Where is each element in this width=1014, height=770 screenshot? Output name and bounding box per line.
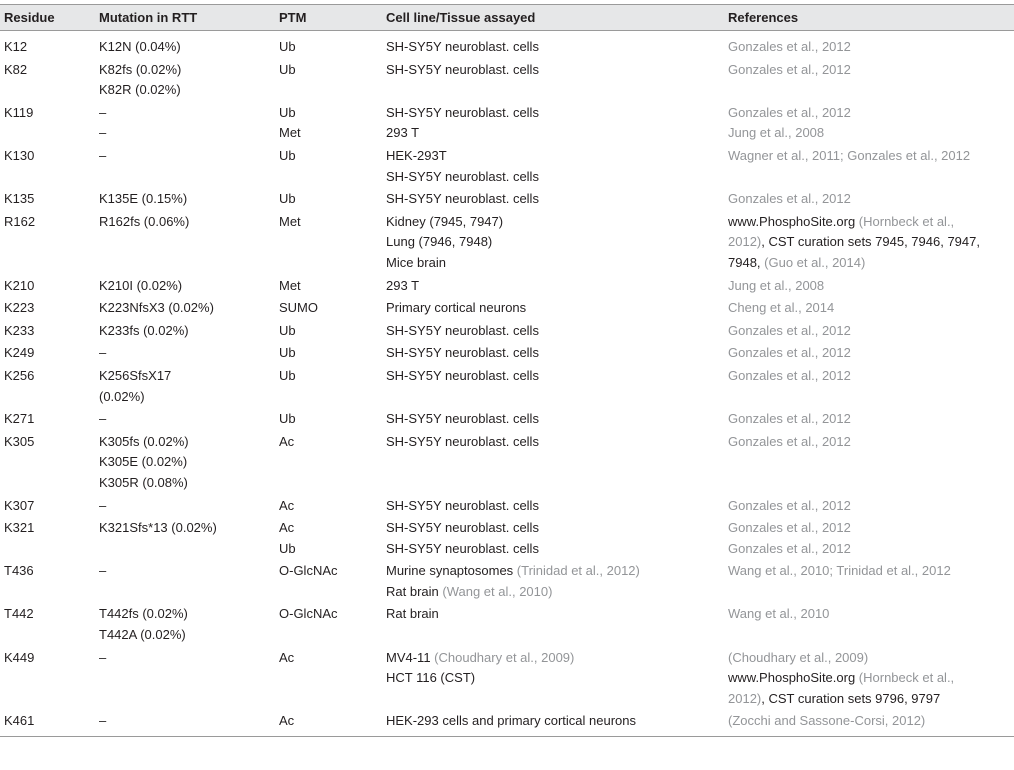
- ptm-text: Ac: [279, 649, 295, 665]
- citation-link: Wang et al., 2010: [728, 606, 830, 622]
- mutation-cell: [99, 146, 269, 167]
- reference-cell: [728, 321, 1012, 342]
- citation-link: (Hornbeck et al.,: [858, 670, 955, 686]
- ptm-text: Ub: [279, 322, 296, 338]
- ptm-cell: [279, 711, 379, 732]
- residue-text: T442: [4, 606, 34, 622]
- cell-line-cell: [386, 212, 716, 274]
- mutation-text: –: [99, 497, 107, 513]
- mutation-text: K233fs (0.02%): [99, 322, 189, 338]
- ptm-cell: [279, 146, 379, 167]
- cell-line-text: Primary cortical neurons: [386, 300, 527, 316]
- cell-line-text-line: [386, 321, 716, 342]
- residue-text: K305: [4, 433, 35, 449]
- citation-link: (Hornbeck et al.,: [858, 213, 955, 229]
- reference-cell: [728, 518, 1012, 559]
- reference-cell: [728, 276, 1012, 297]
- residue-cell: [4, 432, 86, 453]
- cell-line-text: MV4-11: [386, 649, 435, 665]
- header-ptm: PTM: [279, 10, 307, 25]
- cell-line-text-line: [386, 668, 716, 689]
- cell-line-text: HCT 116 (CST): [386, 670, 476, 686]
- residue-cell: [4, 321, 86, 342]
- citation-link: (Zocchi and Sassone-Corsi, 2012): [728, 713, 926, 729]
- ptm-cell: [279, 276, 379, 297]
- reference-cell: [728, 60, 1012, 81]
- reference-cell: [728, 561, 1012, 582]
- residue-text: T436: [4, 563, 34, 579]
- citation-link: Jung et al., 2008: [728, 277, 825, 293]
- reference-text-line: [728, 343, 1012, 364]
- table-row: [0, 518, 1014, 561]
- table-row: [0, 711, 1014, 734]
- residue-cell: [4, 343, 86, 364]
- table-row: [0, 343, 1014, 366]
- cell-line-text-line: [386, 146, 716, 167]
- residue-cell: [4, 648, 86, 669]
- ptm-text: Ac: [279, 433, 295, 449]
- citation-link: 2012): [728, 690, 762, 706]
- reference-text-line: [728, 432, 1012, 453]
- mutation-text: (0.02%): [99, 388, 145, 404]
- residue-cell: [4, 409, 86, 430]
- reference-text-line: [728, 212, 1012, 233]
- mutation-text: –: [99, 713, 107, 729]
- cell-line-text-line: [386, 37, 716, 58]
- cell-line-text: SH-SY5Y neuroblast. cells: [386, 61, 539, 77]
- residue-text: K82: [4, 61, 28, 77]
- citation-link: Gonzales et al., 2012: [728, 61, 851, 77]
- cell-line-text: SH-SY5Y neuroblast. cells: [386, 540, 539, 556]
- cell-line-text-line: [386, 496, 716, 517]
- mutation-text: T442fs (0.02%): [99, 606, 188, 622]
- reference-cell: [728, 212, 1012, 274]
- cell-line-cell: [386, 321, 716, 342]
- residue-cell: [4, 604, 86, 625]
- reference-text-line: [728, 366, 1012, 387]
- mutation-cell: [99, 103, 269, 144]
- reference-text-line: [728, 496, 1012, 517]
- mutation-cell: [99, 343, 269, 364]
- mutation-cell: [99, 432, 269, 494]
- ptm-text: Ub: [279, 147, 296, 163]
- residue-text: K307: [4, 497, 35, 513]
- mutation-text: K256SfsX17: [99, 367, 172, 383]
- reference-text-line: [728, 146, 1012, 167]
- ptm-text: Met: [279, 277, 301, 293]
- ptm-cell: [279, 103, 379, 144]
- residue-cell: [4, 60, 86, 81]
- mutation-text: K135E (0.15%): [99, 191, 188, 207]
- cell-line-text: SH-SY5Y neuroblast. cells: [386, 520, 539, 536]
- reference-cell: [728, 146, 1012, 167]
- reference-text-line: [728, 539, 1012, 560]
- mutation-text: –: [99, 147, 107, 163]
- citation-link: Jung et al., 2008: [728, 125, 825, 141]
- cell-line-text-line: [386, 167, 716, 188]
- mutation-cell: [99, 366, 269, 407]
- cell-line-text: SH-SY5Y neuroblast. cells: [386, 168, 539, 184]
- cell-line-cell: [386, 648, 716, 689]
- residue-cell: [4, 561, 86, 582]
- reference-text-line: [728, 668, 1012, 689]
- cell-line-text-line: [386, 711, 716, 732]
- cell-line-text: SH-SY5Y neuroblast. cells: [386, 433, 539, 449]
- reference-text-line: [728, 518, 1012, 539]
- citation-link: Gonzales et al., 2012: [728, 520, 851, 536]
- mutation-text: –: [99, 125, 107, 141]
- residue-text: K135: [4, 191, 35, 207]
- ptm-text: O-GlcNAc: [279, 606, 338, 622]
- table-row: [0, 276, 1014, 299]
- ptm-cell: [279, 366, 379, 387]
- reference-cell: [728, 298, 1012, 319]
- table-row: [0, 604, 1014, 647]
- cell-line-text: Murine synaptosomes: [386, 563, 517, 579]
- ptm-text: Ub: [279, 345, 296, 361]
- cell-line-cell: [386, 146, 716, 187]
- cell-line-text: SH-SY5Y neuroblast. cells: [386, 411, 539, 427]
- reference-text: www.PhosphoSite.org: [728, 670, 859, 686]
- cell-line-text-line: [386, 582, 716, 603]
- cell-line-cell: [386, 604, 716, 625]
- mutation-cell: [99, 298, 269, 319]
- mutation-text: K321Sfs*13 (0.02%): [99, 520, 217, 536]
- reference-text-line: [728, 648, 1012, 669]
- reference-text-line: [728, 37, 1012, 58]
- ptm-cell: [279, 561, 379, 582]
- mutation-text: K210I (0.02%): [99, 277, 183, 293]
- mutation-cell: [99, 60, 269, 101]
- residue-text: K223: [4, 300, 35, 316]
- residue-text: K210: [4, 277, 35, 293]
- ptm-cell: [279, 518, 379, 559]
- cell-line-text-line: [386, 298, 716, 319]
- ptm-text: Ub: [279, 104, 296, 120]
- cell-line-text-line: [386, 253, 716, 274]
- cell-line-text-line: [386, 561, 716, 582]
- table-row: [0, 298, 1014, 321]
- reference-text: , CST curation sets 9796, 9797: [761, 690, 941, 706]
- cell-line-cell: [386, 366, 716, 387]
- mutation-cell: [99, 409, 269, 430]
- cell-line-cell: [386, 60, 716, 81]
- citation-link: (Guo et al., 2014): [764, 254, 866, 270]
- table-row: [0, 321, 1014, 344]
- cell-line-text: HEK-293T: [386, 147, 447, 163]
- cell-line-text: 293 T: [386, 277, 420, 293]
- residue-cell: [4, 366, 86, 387]
- table-row: [0, 409, 1014, 432]
- mutation-text: –: [99, 345, 107, 361]
- reference-text-line: [728, 123, 1012, 144]
- reference-text: 7948,: [728, 254, 765, 270]
- cell-line-cell: [386, 276, 716, 297]
- mutation-cell: [99, 561, 269, 582]
- reference-text-line: [728, 561, 1012, 582]
- cell-line-text-line: [386, 189, 716, 210]
- table-row: [0, 366, 1014, 409]
- table-row: [0, 212, 1014, 276]
- table-row: [0, 60, 1014, 103]
- mutation-cell: [99, 518, 269, 539]
- ptm-table: [0, 4, 1014, 734]
- reference-cell: [728, 366, 1012, 387]
- ptm-text: Ub: [279, 39, 296, 54]
- cell-line-cell: [386, 409, 716, 430]
- reference-text-line: [728, 253, 1012, 274]
- cell-line-text: HEK-293 cells and primary cortical neurons: [386, 713, 636, 729]
- mutation-text: –: [99, 563, 107, 579]
- reference-text-line: [728, 232, 1012, 253]
- table-row: [0, 648, 1014, 712]
- residue-cell: [4, 212, 86, 233]
- ptm-text: Ac: [279, 713, 295, 729]
- cell-line-cell: [386, 298, 716, 319]
- residue-text: K119: [4, 104, 34, 120]
- cell-line-cell: [386, 518, 716, 559]
- citation-link: (Wang et al., 2010): [442, 583, 553, 599]
- ptm-text: Ub: [279, 411, 296, 427]
- ptm-text: Met: [279, 213, 301, 229]
- ptm-text: SUMO: [279, 300, 318, 316]
- residue-text: R162: [4, 213, 36, 229]
- cell-line-text-line: [386, 103, 716, 124]
- cell-line-cell: [386, 561, 716, 602]
- reference-cell: [728, 711, 1012, 732]
- residue-cell: [4, 518, 86, 539]
- ptm-cell: [279, 648, 379, 669]
- citation-link: (Trinidad et al., 2012): [516, 563, 640, 579]
- ptm-cell: [279, 298, 379, 319]
- citation-link: Gonzales et al., 2012: [728, 540, 851, 556]
- ptm-cell: [279, 321, 379, 342]
- residue-cell: [4, 189, 86, 210]
- reference-cell: [728, 496, 1012, 517]
- cell-line-text-line: [386, 343, 716, 364]
- ptm-cell: [279, 212, 379, 233]
- mutation-text: K305E (0.02%): [99, 454, 188, 470]
- citation-link: Wang et al., 2010; Trinidad et al., 2012: [728, 563, 951, 579]
- cell-line-text-line: [386, 432, 716, 453]
- cell-line-text-line: [386, 366, 716, 387]
- mutation-text: –: [99, 411, 107, 427]
- cell-line-text: Kidney (7945, 7947): [386, 213, 504, 229]
- cell-line-text: Mice brain: [386, 254, 446, 270]
- cell-line-text-line: [386, 232, 716, 253]
- residue-text: K12: [4, 39, 28, 54]
- cell-line-text: SH-SY5Y neuroblast. cells: [386, 345, 539, 361]
- mutation-cell: [99, 648, 269, 669]
- table-bottom-rule: [0, 736, 1014, 737]
- citation-link: (Choudhary et al., 2009): [728, 649, 869, 665]
- mutation-text: K223NfsX3 (0.02%): [99, 300, 214, 316]
- table-row: [0, 146, 1014, 189]
- ptm-cell: [279, 60, 379, 81]
- cell-line-text: Lung (7946, 7948): [386, 234, 493, 250]
- cell-line-text: SH-SY5Y neuroblast. cells: [386, 39, 539, 54]
- cell-line-text: SH-SY5Y neuroblast. cells: [386, 104, 539, 120]
- residue-text: K256: [4, 367, 35, 383]
- table-row: [0, 561, 1014, 604]
- cell-line-text: SH-SY5Y neuroblast. cells: [386, 497, 539, 513]
- citation-link: 2012): [728, 234, 762, 250]
- reference-cell: [728, 648, 1012, 710]
- ptm-cell: [279, 604, 379, 625]
- mutation-text: K82R (0.02%): [99, 82, 181, 98]
- cell-line-text-line: [386, 518, 716, 539]
- cell-line-text-line: [386, 539, 716, 560]
- table-row: [0, 189, 1014, 212]
- citation-link: Gonzales et al., 2012: [728, 367, 851, 383]
- reference-cell: [728, 409, 1012, 430]
- ptm-text: Ac: [279, 497, 295, 513]
- citation-link: Wagner et al., 2011; Gonzales et al., 2012: [728, 147, 971, 163]
- residue-text: K249: [4, 345, 35, 361]
- citation-link: (Choudhary et al., 2009): [434, 649, 575, 665]
- mutation-cell: [99, 37, 269, 58]
- residue-cell: [4, 103, 86, 124]
- mutation-text: K82fs (0.02%): [99, 61, 182, 77]
- mutation-cell: [99, 212, 269, 233]
- citation-link: Gonzales et al., 2012: [728, 322, 851, 338]
- cell-line-cell: [386, 343, 716, 364]
- ptm-text: O-GlcNAc: [279, 563, 338, 579]
- ptm-cell: [279, 37, 379, 58]
- mutation-cell: [99, 276, 269, 297]
- mutation-text: K305R (0.08%): [99, 474, 188, 490]
- cell-line-text: SH-SY5Y neuroblast. cells: [386, 367, 539, 383]
- header-cell-line: Cell line/Tissue assayed: [386, 10, 536, 25]
- mutation-text: R162fs (0.06%): [99, 213, 190, 229]
- cell-line-text-line: [386, 648, 716, 669]
- cell-line-cell: [386, 496, 716, 517]
- reference-text-line: [728, 189, 1012, 210]
- reference-text-line: [728, 321, 1012, 342]
- cell-line-text-line: [386, 409, 716, 430]
- citation-link: Gonzales et al., 2012: [728, 345, 851, 361]
- reference-cell: [728, 189, 1012, 210]
- reference-text-line: [728, 103, 1012, 124]
- cell-line-text-line: [386, 212, 716, 233]
- residue-cell: [4, 276, 86, 297]
- citation-link: Gonzales et al., 2012: [728, 104, 851, 120]
- reference-text: , CST curation sets 7945, 7946, 7947,: [761, 234, 980, 250]
- cell-line-text: Rat brain: [386, 583, 443, 599]
- cell-line-cell: [386, 711, 716, 732]
- cell-line-text: SH-SY5Y neuroblast. cells: [386, 322, 539, 338]
- residue-text: K321: [4, 520, 35, 536]
- ptm-cell: [279, 432, 379, 453]
- mutation-text: K305fs (0.02%): [99, 433, 189, 449]
- header-references: References: [728, 10, 799, 25]
- mutation-text: K12N (0.04%): [99, 39, 181, 54]
- citation-link: Gonzales et al., 2012: [728, 191, 851, 207]
- residue-text: K130: [4, 147, 35, 163]
- reference-text-line: [728, 298, 1012, 319]
- cell-line-cell: [386, 189, 716, 210]
- cell-line-cell: [386, 103, 716, 144]
- mutation-cell: [99, 496, 269, 517]
- reference-text-line: [728, 711, 1012, 732]
- residue-text: K449: [4, 649, 35, 665]
- cell-line-cell: [386, 432, 716, 453]
- reference-text-line: [728, 409, 1012, 430]
- citation-link: Gonzales et al., 2012: [728, 497, 851, 513]
- mutation-text: –: [99, 649, 107, 665]
- ptm-cell: [279, 496, 379, 517]
- header-mutation: Mutation in RTT: [99, 10, 198, 25]
- cell-line-text-line: [386, 60, 716, 81]
- table-row: [0, 432, 1014, 496]
- ptm-text: Met: [279, 125, 301, 141]
- cell-line-cell: [386, 37, 716, 58]
- table-body: [0, 37, 1014, 734]
- mutation-cell: [99, 604, 269, 645]
- reference-cell: [728, 37, 1012, 58]
- citation-link: Cheng et al., 2014: [728, 300, 835, 316]
- table-row: [0, 496, 1014, 519]
- residue-text: K461: [4, 713, 35, 729]
- cell-line-text: 293 T: [386, 125, 420, 141]
- mutation-text: T442A (0.02%): [99, 627, 186, 643]
- mutation-cell: [99, 189, 269, 210]
- cell-line-text: SH-SY5Y neuroblast. cells: [386, 191, 539, 207]
- mutation-cell: [99, 321, 269, 342]
- residue-text: K271: [4, 411, 35, 427]
- ptm-cell: [279, 409, 379, 430]
- cell-line-text: Rat brain: [386, 606, 439, 622]
- reference-cell: [728, 343, 1012, 364]
- reference-cell: [728, 103, 1012, 144]
- ptm-cell: [279, 189, 379, 210]
- reference-cell: [728, 604, 1012, 625]
- reference-cell: [728, 432, 1012, 453]
- residue-cell: [4, 711, 86, 732]
- cell-line-text-line: [386, 276, 716, 297]
- citation-link: Gonzales et al., 2012: [728, 411, 851, 427]
- reference-text-line: [728, 604, 1012, 625]
- cell-line-text-line: [386, 123, 716, 144]
- mutation-text: –: [99, 104, 107, 120]
- table-row: [0, 37, 1014, 60]
- table-header: [0, 4, 1014, 31]
- ptm-text: Ub: [279, 191, 296, 207]
- residue-cell: [4, 146, 86, 167]
- residue-text: K233: [4, 322, 35, 338]
- reference-text: www.PhosphoSite.org: [728, 213, 859, 229]
- residue-cell: [4, 298, 86, 319]
- residue-cell: [4, 37, 86, 58]
- mutation-cell: [99, 711, 269, 732]
- header-residue: Residue: [4, 10, 55, 25]
- reference-text-line: [728, 60, 1012, 81]
- reference-text-line: [728, 689, 1012, 710]
- ptm-text: Ub: [279, 61, 296, 77]
- citation-link: Gonzales et al., 2012: [728, 433, 851, 449]
- citation-link: Gonzales et al., 2012: [728, 39, 851, 54]
- ptm-text: Ub: [279, 540, 296, 556]
- reference-text-line: [728, 276, 1012, 297]
- cell-line-text-line: [386, 604, 716, 625]
- ptm-text: Ub: [279, 367, 296, 383]
- residue-cell: [4, 496, 86, 517]
- table-row: [0, 103, 1014, 146]
- ptm-text: Ac: [279, 520, 295, 536]
- ptm-cell: [279, 343, 379, 364]
